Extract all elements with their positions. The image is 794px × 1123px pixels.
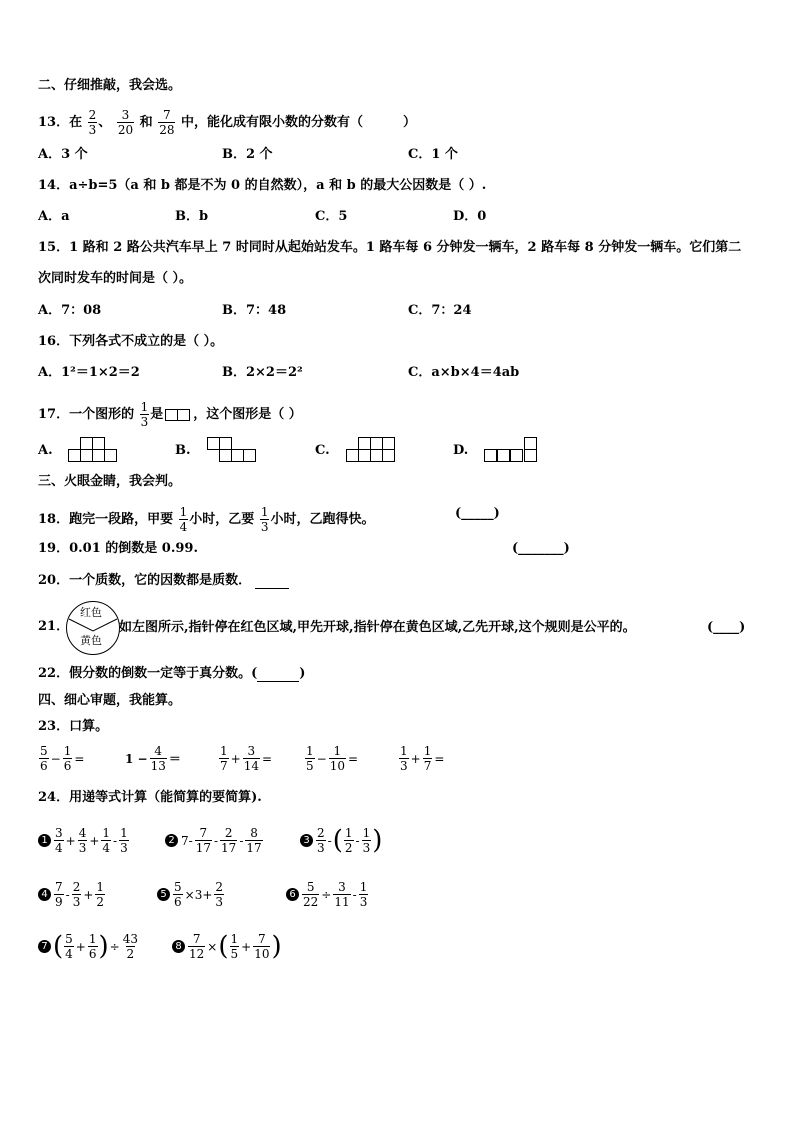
q13-option-b[interactable]: B．2 个: [222, 147, 273, 162]
q14-option-c[interactable]: C．5: [315, 209, 348, 224]
calc-1: 1 $\frac{3}{4}$ + $\frac{4}{3}$ + $\frac{1}{4}$ - $\frac{1}{3}$: [38, 826, 130, 855]
yellow-region-label: 黄色: [80, 634, 102, 647]
calc-5: 5 $\frac{5}{6}$ ×3+ $\frac{2}{3}$: [157, 880, 225, 909]
q18-answer-blank[interactable]: (_____): [455, 506, 500, 521]
q13-option-a[interactable]: A．3 个: [38, 147, 88, 162]
question-15-line2: 次同时发车的时间是（ ）。: [38, 271, 193, 286]
calc-4: 4 $\frac{7}{9}$ - $\frac{2}{3}$ + $\frac{1}{2}$: [38, 880, 106, 909]
q16-option-b[interactable]: B．2×2＝2²: [222, 365, 303, 380]
q21-answer-blank[interactable]: (____): [707, 620, 746, 635]
question-17: 17．一个图形的 $\frac{1}{3}$ 是 ，这个图形是（ ）: [38, 400, 302, 429]
q16-option-a[interactable]: A．1²＝1×2＝2: [38, 365, 140, 380]
question-24-title: 24．用递等式计算（能简算的要简算).: [38, 790, 262, 805]
question-16: 16．下列各式不成立的是（ ）。: [38, 334, 224, 349]
calc-6: 6 $\frac{5}{22}$ ÷ $\frac{3}{11}$ - $\frac{1}{3}$: [286, 880, 369, 909]
question-13: 13．在 $\frac{2}{3}$ 、 $\frac{3}{20}$ 和 $\frac{7}{28}$ 中，能化成有限小数的分数有（ ）: [38, 108, 417, 137]
q17-option-c[interactable]: C.: [315, 443, 330, 458]
question-18: 18．跑完一段路，甲要 $\frac{1}{4}$ 小时，乙要 $\frac{1}{3}$ 小时，乙跑得快。: [38, 505, 375, 534]
mental-calc-1: $\frac{5}{6}$ − $\frac{1}{6}$ =: [40, 744, 85, 773]
figure-b: [207, 437, 249, 465]
q15-option-a[interactable]: A．7：08: [38, 303, 102, 318]
spinner-figure: [66, 601, 120, 655]
question-21-text: 如左图所示,指针停在红色区域,甲先开球,指针停在黄色区域,乙先开球,这个规则是公平的。: [119, 620, 636, 635]
q14-option-b[interactable]: B．b: [175, 209, 209, 224]
q14-option-d[interactable]: D．0: [453, 209, 487, 224]
mental-calc-2: 1 − $\frac{4}{13}$ ＝: [125, 744, 181, 773]
figure-c: [346, 437, 401, 465]
red-region-label: 红色: [80, 606, 102, 619]
mental-calc-3: $\frac{1}{7}$ + $\frac{3}{14}$ =: [220, 744, 273, 773]
question-21-number: 21．: [38, 619, 70, 634]
calc-2: 2 7- $\frac{7}{17}$ - $\frac{2}{17}$ - $\frac{8}{17}$: [165, 826, 264, 855]
q17-option-d[interactable]: D.: [453, 443, 469, 458]
q15-option-c[interactable]: C．7：24: [408, 303, 472, 318]
mental-calc-5: $\frac{1}{3}$ + $\frac{1}{7}$ =: [400, 744, 445, 773]
question-22: 22．假分数的倒数一定等于真分数。( ): [38, 666, 306, 681]
fraction: $\frac{7}{28}$: [159, 108, 175, 137]
q15-option-b[interactable]: B．7：48: [222, 303, 287, 318]
question-20: 20．一个质数，它的因数都是质数．: [38, 573, 289, 589]
figure-a: [68, 437, 118, 465]
question-23-title: 23．口算。: [38, 719, 109, 734]
calc-8: 8 $\frac{7}{12}$ ×( $\frac{1}{5}$ + $\frac{7}{10}$ ): [172, 932, 282, 961]
fraction: $\frac{2}{3}$: [88, 108, 97, 137]
fraction: $\frac{1}{3}$: [260, 505, 269, 534]
q19-answer-blank[interactable]: (_______): [512, 541, 570, 556]
q17-option-a[interactable]: A.: [38, 443, 53, 458]
question-19: 19．0.01 的倒数是 0.99.: [38, 541, 198, 556]
section-4-title: 四、细心审题，我能算。: [38, 693, 182, 708]
mental-calc-4: $\frac{1}{5}$ − $\frac{1}{10}$ =: [306, 744, 359, 773]
q22-answer-blank[interactable]: [257, 669, 299, 682]
figure-d: [484, 437, 539, 465]
two-square-figure: [165, 409, 191, 421]
q16-option-c[interactable]: C．a×b×4＝4ab: [408, 365, 520, 380]
calc-7: 7 ( $\frac{5}{4}$ + $\frac{1}{6}$ )÷ $\frac{43}{2}$: [38, 932, 140, 961]
calc-3: 3 $\frac{2}{3}$ -( $\frac{1}{2}$ - $\frac{1}{3}$ ): [300, 826, 382, 855]
section-2-title: 二、仔细推敲，我会选。: [38, 78, 182, 93]
fraction: $\frac{3}{20}$: [117, 108, 134, 137]
section-3-title: 三、火眼金睛，我会判。: [38, 474, 182, 489]
question-15-line1: 15．1 路和 2 路公共汽车早上 7 时同时从起始站发车。1 路车每 6 分钟发一辆车，2 路车每 8 分钟发一辆车。它们第二: [38, 240, 742, 255]
question-14: 14．a÷b=5（a 和 b 都是不为 0 的自然数），a 和 b 的最大公因数是（ ）.: [38, 178, 487, 193]
fraction: $\frac{1}{3}$: [140, 400, 149, 429]
q17-option-b[interactable]: B.: [175, 443, 191, 458]
q13-option-c[interactable]: C．1 个: [408, 147, 458, 162]
q14-option-a[interactable]: A．a: [38, 209, 70, 224]
q20-answer-blank[interactable]: [255, 576, 289, 589]
fraction: $\frac{1}{4}$: [179, 505, 188, 534]
